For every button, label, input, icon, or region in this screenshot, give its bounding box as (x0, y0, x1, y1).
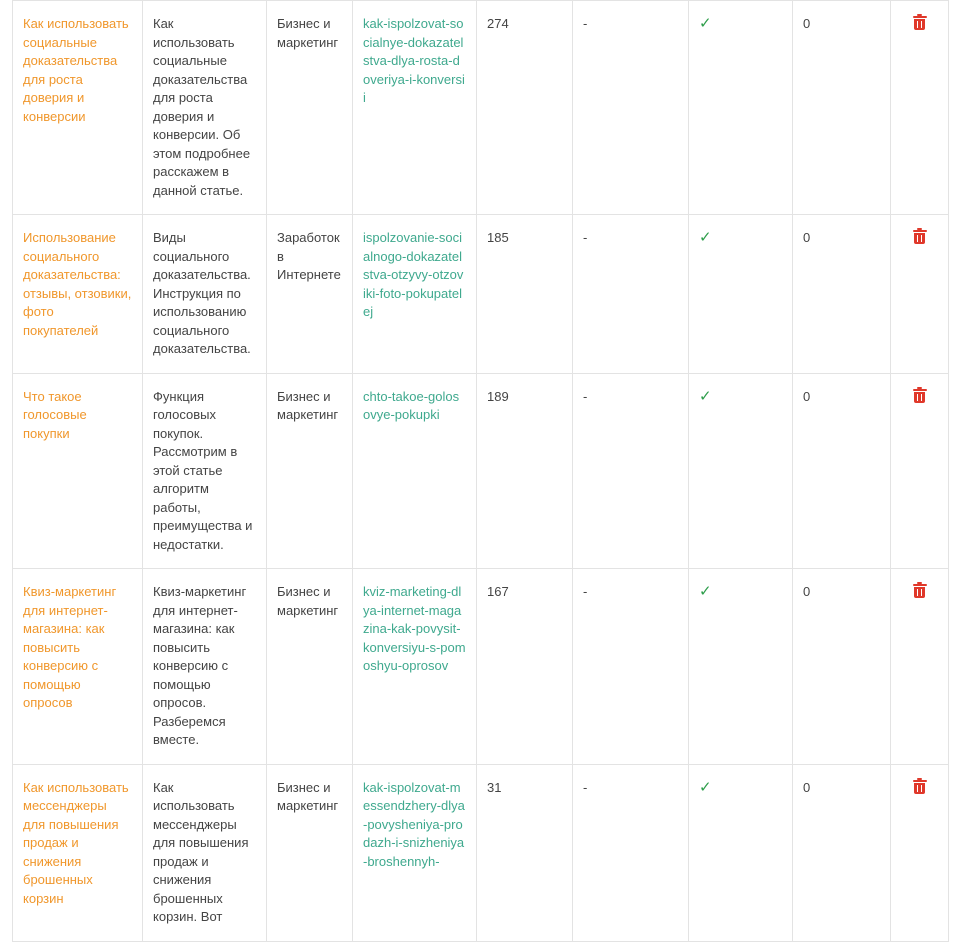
cell-extra: - (573, 764, 689, 941)
cell-slug (353, 569, 477, 765)
article-slug-link[interactable]: kak-ispolzovat-messendzhery-dlya-povysheniya-prodazh-i-snizheniya-broshennyh- (363, 779, 465, 869)
trash-icon[interactable] (913, 388, 927, 404)
cell-delete[interactable] (891, 215, 949, 374)
cell-extra: - (573, 215, 689, 374)
cell-slug (353, 215, 477, 374)
cell-delete[interactable] (891, 764, 949, 941)
cell-category: Заработок в Интернете (267, 215, 353, 374)
cell-extra: - (573, 1, 689, 215)
cell-description: Как использовать мессенджеры для повышения продаж и снижения брошенных корзин. Вот (143, 764, 267, 941)
cell-delete[interactable] (891, 1, 949, 215)
check-icon: ✓ (699, 583, 712, 600)
cell-description: Функция голосовых покупок. Рассмотрим в этой статье алгоритм работы, преимущества и недостатки. (143, 373, 267, 569)
table-row (13, 215, 949, 374)
cell-title (13, 764, 143, 941)
check-icon: ✓ (699, 229, 712, 246)
cell-views: 274 (477, 1, 573, 215)
article-title-link[interactable]: Квиз-маркетинг для интернет-магазина: как повысить конверсию с помощью опросов (23, 584, 117, 710)
cell-delete[interactable] (891, 373, 949, 569)
check-icon: ✓ (699, 778, 712, 796)
cell-published (689, 764, 793, 941)
cell-published (689, 373, 793, 569)
cell-category: Бизнес и маркетинг (267, 764, 353, 941)
cell-comments: 0 (793, 569, 891, 765)
cell-category: Бизнес и маркетинг (267, 373, 353, 569)
article-slug-link[interactable]: kviz-marketing-dlya-internet-magazina-kak-povysit-konversiyu-s-pomoshyu-oprosov (363, 584, 466, 673)
cell-views: 167 (477, 569, 573, 765)
article-slug-link[interactable]: kak-ispolzovat-socialnye-dokazatelstva-dlya-rosta-doveriya-i-konversii (363, 16, 465, 105)
cell-slug (353, 373, 477, 569)
cell-slug (353, 1, 477, 215)
article-title-link[interactable]: Что такое голосовые покупки (23, 388, 87, 441)
cell-views: 185 (477, 215, 573, 374)
cell-comments: 0 (793, 764, 891, 941)
cell-title (13, 373, 143, 569)
cell-extra: - (573, 373, 689, 569)
cell-comments: 0 (793, 373, 891, 569)
article-title-link[interactable]: Как использовать мессенджеры для повышения продаж и снижения брошенных корзин (23, 779, 129, 906)
article-title-link[interactable]: Как использовать социальные доказательства для роста доверия и конверсии (23, 16, 129, 124)
article-slug-link[interactable]: ispolzovanie-socialnogo-dokazatelstva-otzyvy-otzoviki-foto-pokupatelej (363, 230, 464, 319)
cell-extra: - (573, 569, 689, 765)
trash-icon[interactable] (913, 583, 927, 599)
cell-description: Квиз-маркетинг для интернет-магазина: как повысить конверсию с помощью опросов. Разберемся вместе. (143, 569, 267, 765)
table-row (13, 1, 949, 215)
cell-title (13, 215, 143, 374)
cell-category: Бизнес и маркетинг (267, 1, 353, 215)
check-icon: ✓ (699, 15, 712, 32)
cell-slug (353, 764, 477, 941)
cell-description: Как использовать социальные доказательства для роста доверия и конверсии. Об этом подробнее расскажем в данной статье. (143, 1, 267, 215)
trash-icon[interactable] (913, 779, 927, 795)
trash-icon[interactable] (913, 229, 927, 245)
cell-published (689, 215, 793, 374)
cell-comments: 0 (793, 215, 891, 374)
trash-icon[interactable] (913, 15, 927, 31)
cell-delete[interactable] (891, 569, 949, 765)
cell-views: 189 (477, 373, 573, 569)
article-title-link[interactable]: Использование социального доказательства: отзывы, отзовики, фото покупателей (23, 230, 132, 338)
article-slug-link[interactable]: chto-takoe-golosovye-pokupki (363, 388, 460, 422)
articles-table (12, 0, 949, 942)
cell-title (13, 1, 143, 215)
table-row (13, 569, 949, 765)
cell-category: Бизнес и маркетинг (267, 569, 353, 765)
cell-published (689, 569, 793, 765)
articles-table-body (13, 1, 949, 942)
table-row (13, 373, 949, 569)
cell-title (13, 569, 143, 765)
cell-published (689, 1, 793, 215)
check-icon: ✓ (699, 387, 712, 405)
cell-comments: 0 (793, 1, 891, 215)
cell-description: Виды социального доказательства. Инструкция по использованию социального доказательства. (143, 215, 267, 374)
table-row (13, 764, 949, 941)
cell-views: 31 (477, 764, 573, 941)
